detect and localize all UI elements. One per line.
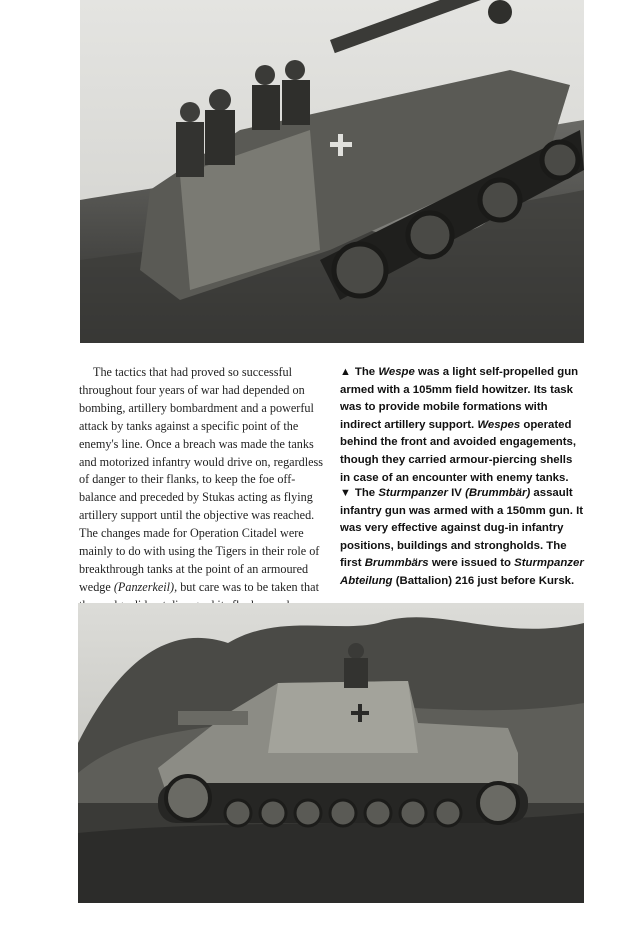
wespe-photo (80, 0, 584, 343)
triangle-up-icon: ▲ (340, 366, 351, 378)
body-text (79, 364, 327, 615)
body-paragraph-1: The tactics that had proved so successful throughout four years of war had depended on bombing, artillery bombardment and a powerful attack by tanks against a specific point of the enemy's line. Once a breach was made the tanks and motorized infantry would drive on, regardless of danger to their flanks, to keep the foe off-balance and preceded by Stukas acting as flying artillery support until the objective was reached. (79, 365, 324, 523)
caption-brummbar: ▼ The Sturmpanzer IV (Brummbär) assault infantry gun was armed with a 150mm gun. It was very effective against dug-in infantry positions, buildings and strongholds. The first Brummbärs were issued to Sturmpanzer Abteilung (Battalion) 216 just before Kursk. (340, 487, 584, 587)
caption-wespe: ▲ The Wespe was a light self-propelled gun armed with a 105mm field howitzer. Its task was to provide mobile formations with indirect artillery support. Wespes operated behind the front and avoided engagements, though they carried armour-piercing shells in case of an encounter with enemy tanks. (340, 366, 579, 484)
body-paragraph-2: The changes made for Operation Citadel were mainly to do with using the Tigers in their role of breakthrough tanks at the point of an armoured wedge (Panzerkeil), but care was to be taken that (79, 526, 320, 594)
triangle-down-icon: ▼ (340, 487, 351, 499)
brummbar-photo (78, 603, 584, 903)
